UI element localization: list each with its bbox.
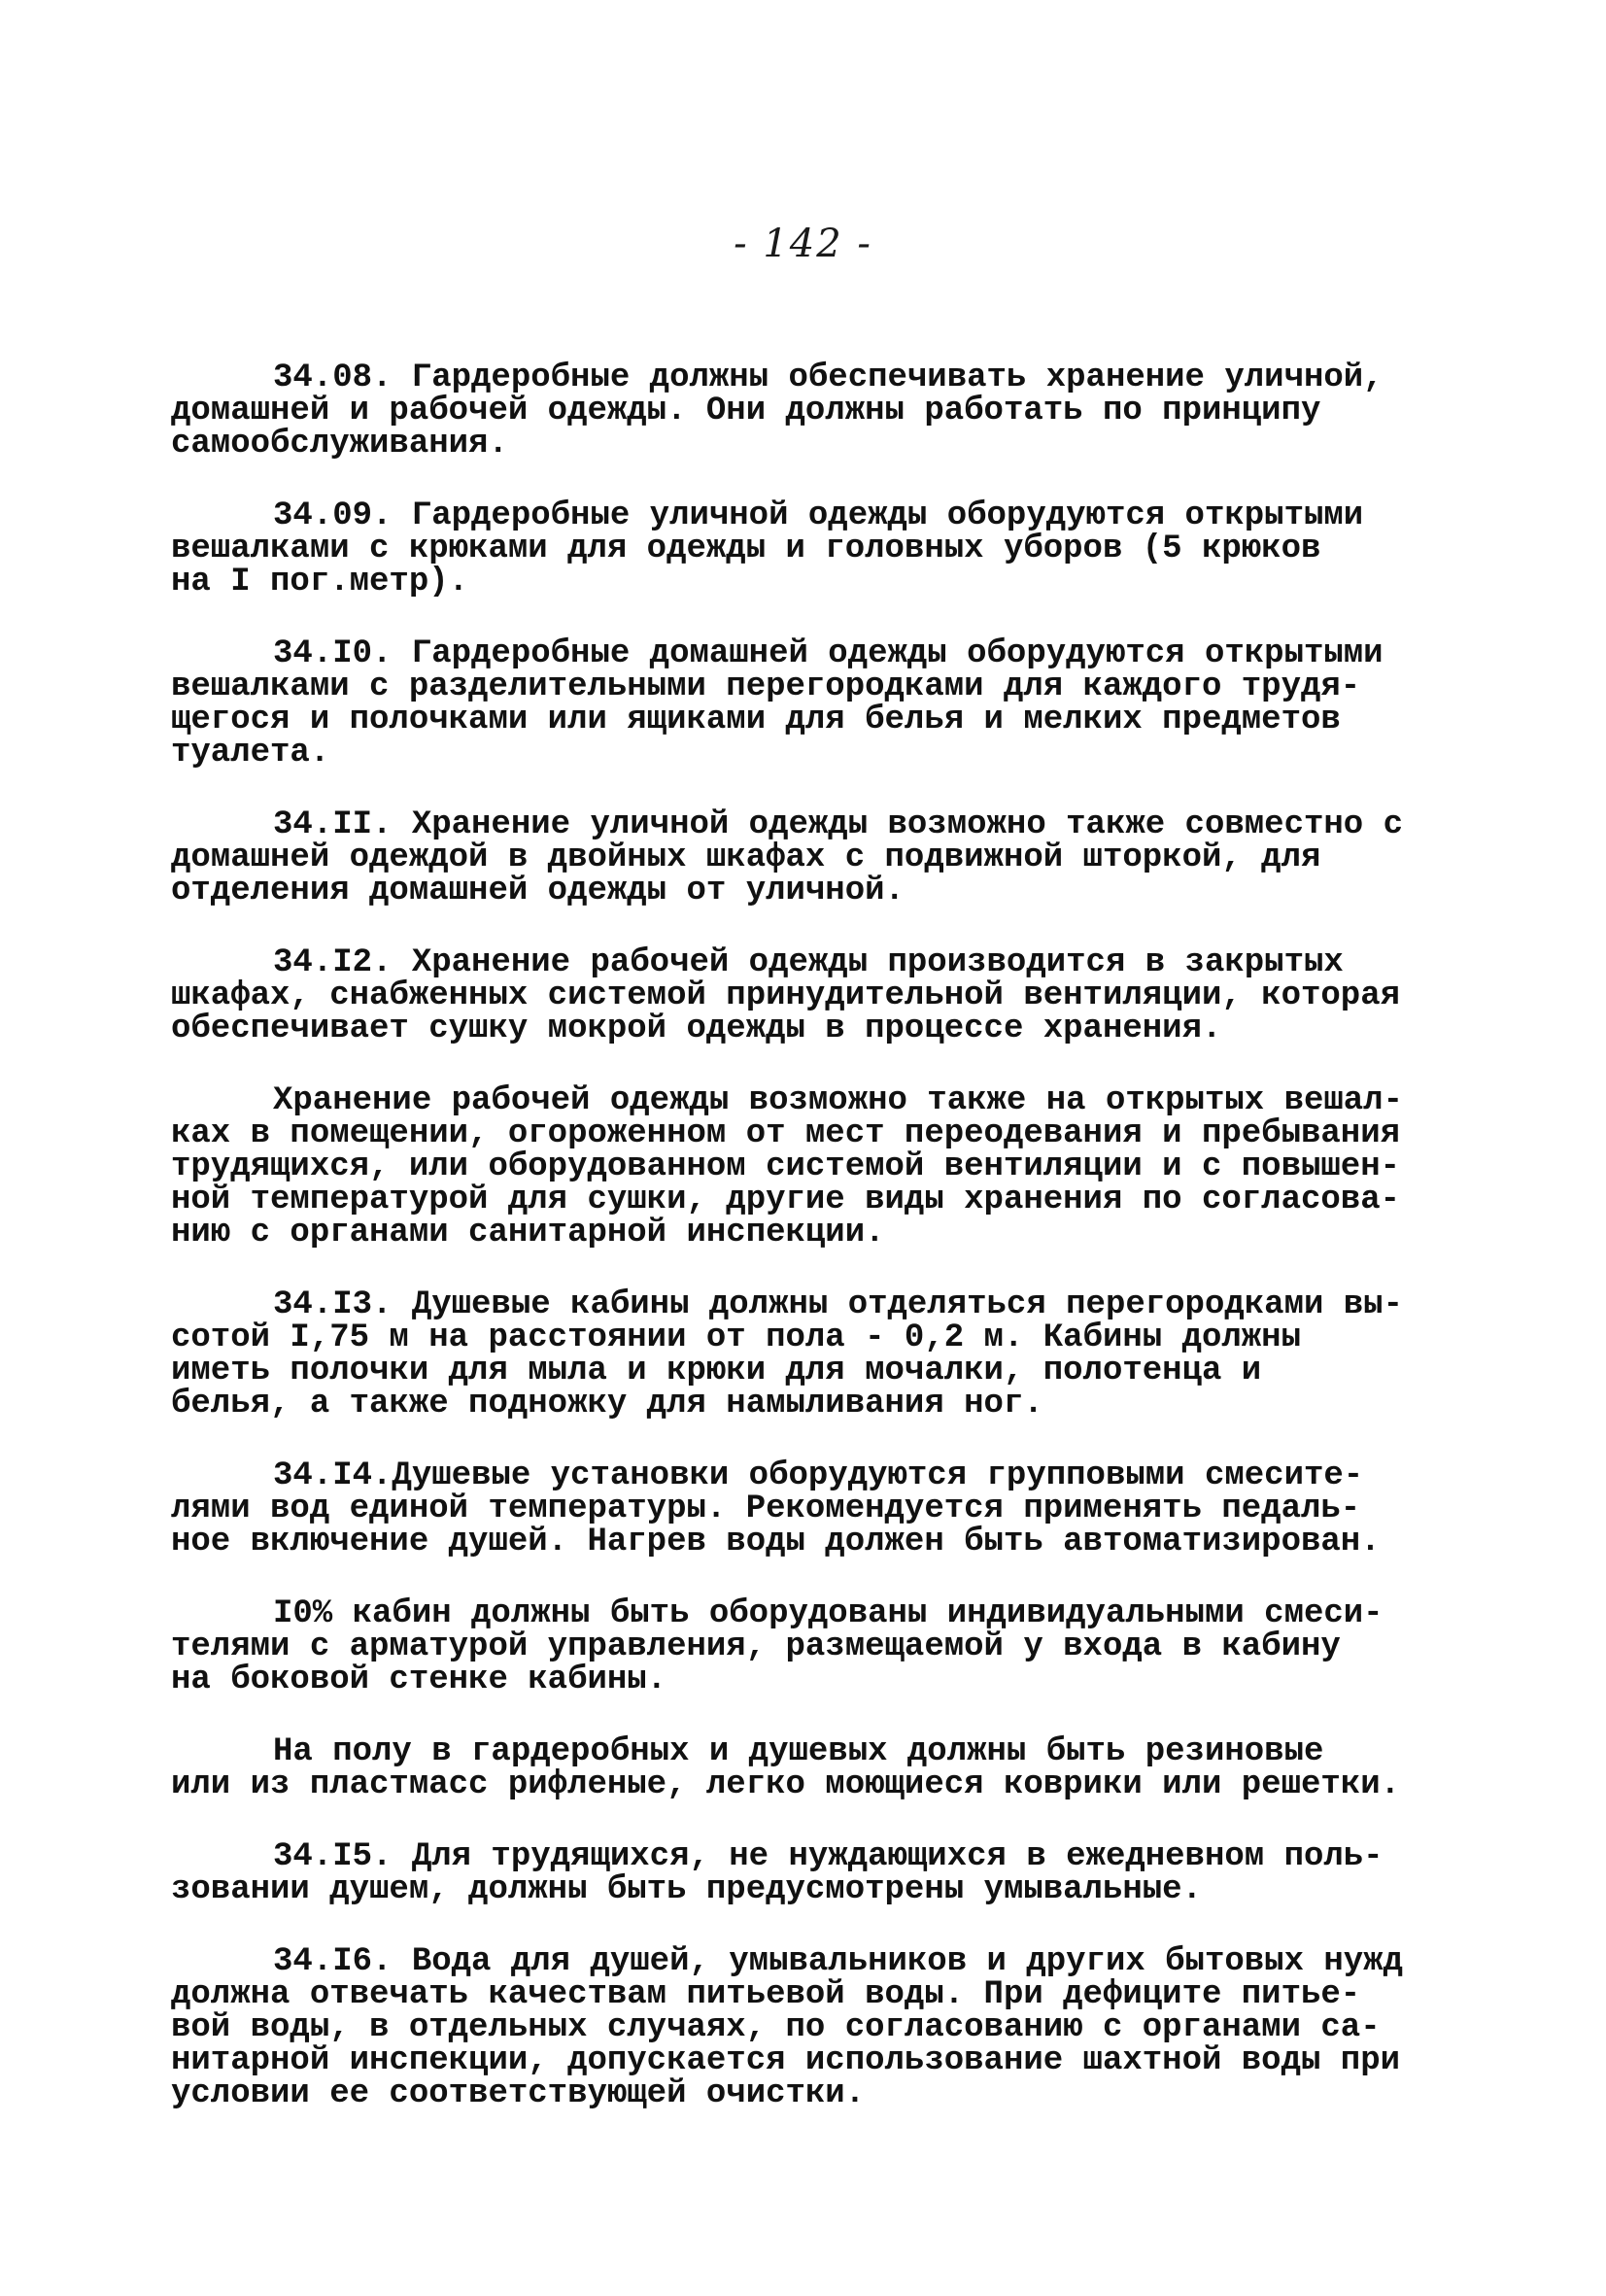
paragraph-34-08	[171, 361, 1434, 461]
text-line: 34.I4.Душевые установки оборудуются групповыми смесите-	[273, 1457, 1364, 1494]
text-line: 34.I0. Гардеробные домашней одежды оборудуются открытыми	[273, 635, 1384, 672]
text-line: на боковой стенке кабины.	[171, 1662, 667, 1698]
paragraph-34-12-continued	[171, 1084, 1434, 1250]
text-line: вешалками с разделительными перегородками для каждого трудя-	[171, 668, 1361, 705]
text-line: телями с арматурой управления, размещаемой у входа в кабину	[171, 1628, 1341, 1665]
text-line: ное включение душей. Нагрев воды должен быть автоматизирован.	[171, 1524, 1381, 1560]
text-line: 34.I2. Хранение рабочей одежды производится в закрытых	[273, 944, 1344, 981]
text-line: на I пог.метр).	[171, 564, 469, 600]
text-line: нитарной инспекции, допускается использование шахтной воды при	[171, 2042, 1401, 2079]
text-line: обеспечивает сушку мокрой одежды в процессе хранения.	[171, 1011, 1222, 1047]
text-line: ках в помещении, огороженном от мест переодевания и пребывания	[171, 1115, 1401, 1152]
paragraph-34-14-floor	[171, 1735, 1434, 1801]
text-line: 34.I5. Для трудящихся, не нуждающихся в ежедневном поль-	[273, 1838, 1384, 1875]
page-number: - 142 -	[734, 222, 872, 266]
paragraph-34-10	[171, 637, 1434, 770]
text-line: зовании душем, должны быть предусмотрены умывальные.	[171, 1871, 1202, 1908]
text-line: нию с органами санитарной инспекции.	[171, 1215, 885, 1251]
text-line: туалета.	[171, 735, 330, 771]
text-line: сотой I,75 м на расстоянии от пола - 0,2 м. Кабины должны	[171, 1319, 1301, 1356]
paragraph-34-14	[171, 1459, 1434, 1559]
text-line: ной температурой для сушки, другие виды хранения по согласова-	[171, 1182, 1401, 1218]
text-line: домашней одеждой в двойных шкафах с подвижной шторкой, для	[171, 840, 1321, 876]
text-line: щегося и полочками или ящиками для белья и мелких предметов	[171, 702, 1341, 738]
text-line: 34.09. Гардеробные уличной одежды оборудуются открытыми	[273, 497, 1364, 534]
text-line: лями вод единой температуры. Рекомендуется применять педаль-	[171, 1491, 1361, 1527]
text-line: 34.II. Хранение уличной одежды возможно также совместно с	[273, 806, 1403, 843]
paragraph-34-09	[171, 499, 1434, 599]
text-line: 34.I6. Вода для душей, умывальников и других бытовых нужд	[273, 1943, 1403, 1980]
text-line: вешалками с крюками для одежды и головных уборов (5 крюков	[171, 531, 1321, 567]
text-line: На полу в гардеробных и душевых должны быть резиновые	[273, 1733, 1324, 1770]
text-line: должна отвечать качествам питьевой воды. При дефиците питье-	[171, 1976, 1361, 2013]
text-line: отделения домашней одежды от уличной.	[171, 873, 905, 909]
paragraph-34-11	[171, 808, 1434, 908]
text-line: 34.08. Гардеробные должны обеспечивать хранение уличной,	[273, 360, 1384, 396]
paragraph-34-13	[171, 1288, 1434, 1421]
text-line: вой воды, в отдельных случаях, по согласованию с органами са-	[171, 2009, 1381, 2046]
text-line: самообслуживания.	[171, 426, 508, 463]
text-line: домашней и рабочей одежды. Они должны работать по принципу	[171, 393, 1321, 429]
text-line: или из пластмасс рифленые, легко моющиеся коврики или решетки.	[171, 1766, 1401, 1803]
text-line: белья, а также подножку для намыливания ног.	[171, 1386, 1043, 1422]
text-line: 34.I3. Душевые кабины должны отделяться перегородками вы-	[273, 1286, 1403, 1323]
paragraph-34-12	[171, 946, 1434, 1045]
paragraph-34-15	[171, 1840, 1434, 1906]
text-line: Хранение рабочей одежды возможно также на открытых вешал-	[273, 1082, 1403, 1119]
text-line: иметь полочки для мыла и крюки для мочалки, полотенца и	[171, 1353, 1262, 1389]
paragraph-34-14-continued	[171, 1597, 1434, 1696]
text-line: I0% кабин должны быть оборудованы индивидуальными смеси-	[273, 1595, 1384, 1632]
document-body	[171, 361, 1434, 2149]
text-line: условии ее соответствующей очистки.	[171, 2075, 866, 2112]
text-line: трудящихся, или оборудованном системой вентиляции и с повышен-	[171, 1148, 1401, 1185]
text-line: шкафах, снабженных системой принудительной вентиляции, которая	[171, 977, 1401, 1014]
paragraph-34-16	[171, 1945, 1434, 2110]
